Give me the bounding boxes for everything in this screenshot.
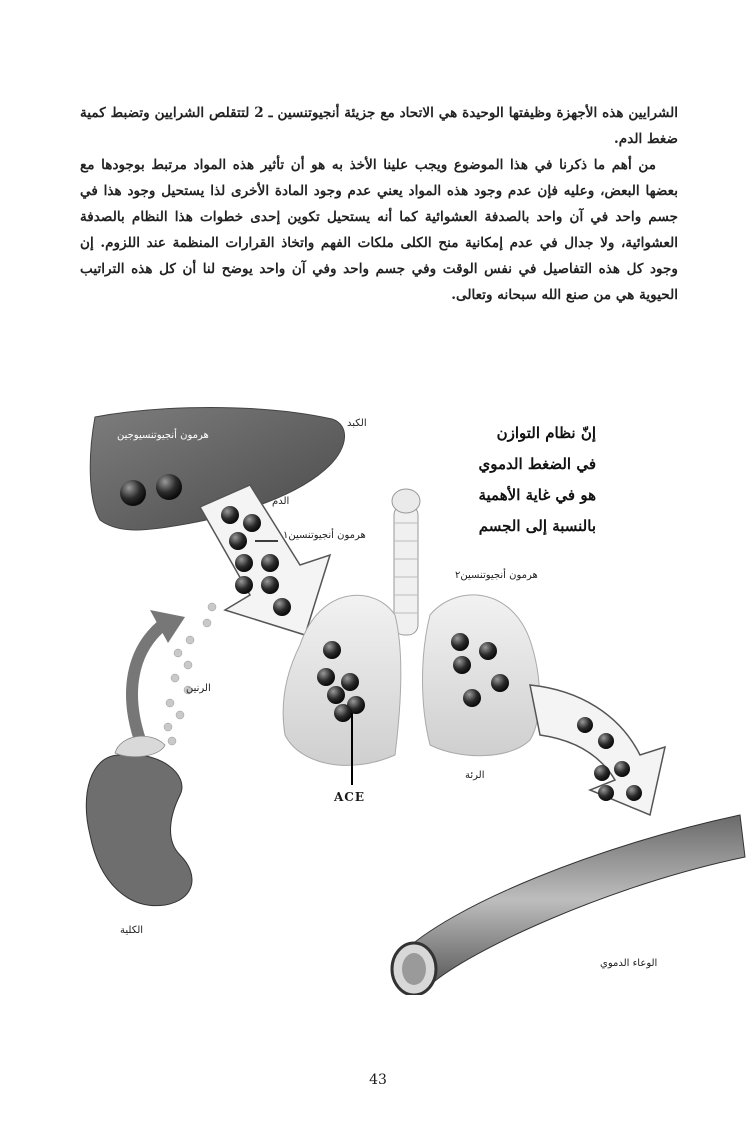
label-liver: الكبد — [347, 418, 367, 429]
adrenal-gland — [115, 736, 165, 757]
paragraph-2: من أهم ما ذكرنا في هذا الموضوع ويجب علينا الأخذ به هو أن تأثير هذه المواد مرتبط بوجودها مع بعضها البعض، وعليه فإن عدم وجود هذه المواد يعني عدم وجود المادة الأخرى لذا يستحيل وجود هذا في جسم واحد في آن واحد بالصدفة العشوائية كما أنه يستحيل تكوين إحدى خطوات هذا النظام بالصدفة العشوائية، ولا جدال في عدم إمكانية منح الكلى ملكات الفهم واتخاذ القرارات المنظمة عند اللزوم. إن وجود كل هذه التفاصيل في نفس الوقت وفي جسم واحد وفي آن واحد يوضح لنا أن كل هذه التراتيب الحيوية هي من صنع الله سبحانه وتعالى. — [80, 157, 678, 303]
label-blood-vessel: الوعاء الدموي — [600, 958, 658, 969]
label-ace: ACE — [334, 790, 366, 804]
caption-line: في الضغط الدموي — [478, 455, 596, 473]
illustration-drawing — [0, 395, 756, 995]
figure-caption — [456, 418, 596, 542]
renin-angiotensin-illustration — [0, 395, 756, 995]
body-text — [80, 100, 678, 308]
liver-molecule — [120, 480, 146, 506]
label-lung: الرئة — [465, 770, 485, 781]
label-kidney: الكلية — [120, 925, 144, 936]
label-angiotensin-1: هرمون أنجيوتنسين١ — [283, 530, 366, 541]
renin-arrow — [132, 623, 165, 740]
page-number: 43 — [369, 1072, 387, 1088]
label-angiotensinogen: هرمون أنجيوتنسيوجين — [117, 430, 209, 441]
caption-line: بالنسبة إلى الجسم — [478, 517, 596, 535]
label-renin: الرنين — [186, 683, 211, 694]
angiotensin-2-arrow — [530, 685, 665, 815]
caption-line: إنّ نظام التوازن — [496, 424, 596, 442]
label-blood: الدم — [272, 496, 290, 507]
blood-vessel — [400, 815, 745, 985]
liver-molecule — [156, 474, 182, 500]
kidney-shape — [86, 754, 192, 905]
caption-line: هو في غاية الأهمية — [478, 486, 596, 504]
label-angiotensin-2: هرمون أنجيوتنسين٢ — [455, 570, 538, 581]
trachea — [392, 489, 420, 635]
paragraph-1: الشرايين هذه الأجهزة وظيفتها الوحيدة هي الاتحاد مع جزيئة أنجيوتنسين ـ 2 لتتقلص الشرايين وتضبط كمية ضغط الدم. — [80, 105, 678, 147]
right-lung — [423, 595, 540, 756]
